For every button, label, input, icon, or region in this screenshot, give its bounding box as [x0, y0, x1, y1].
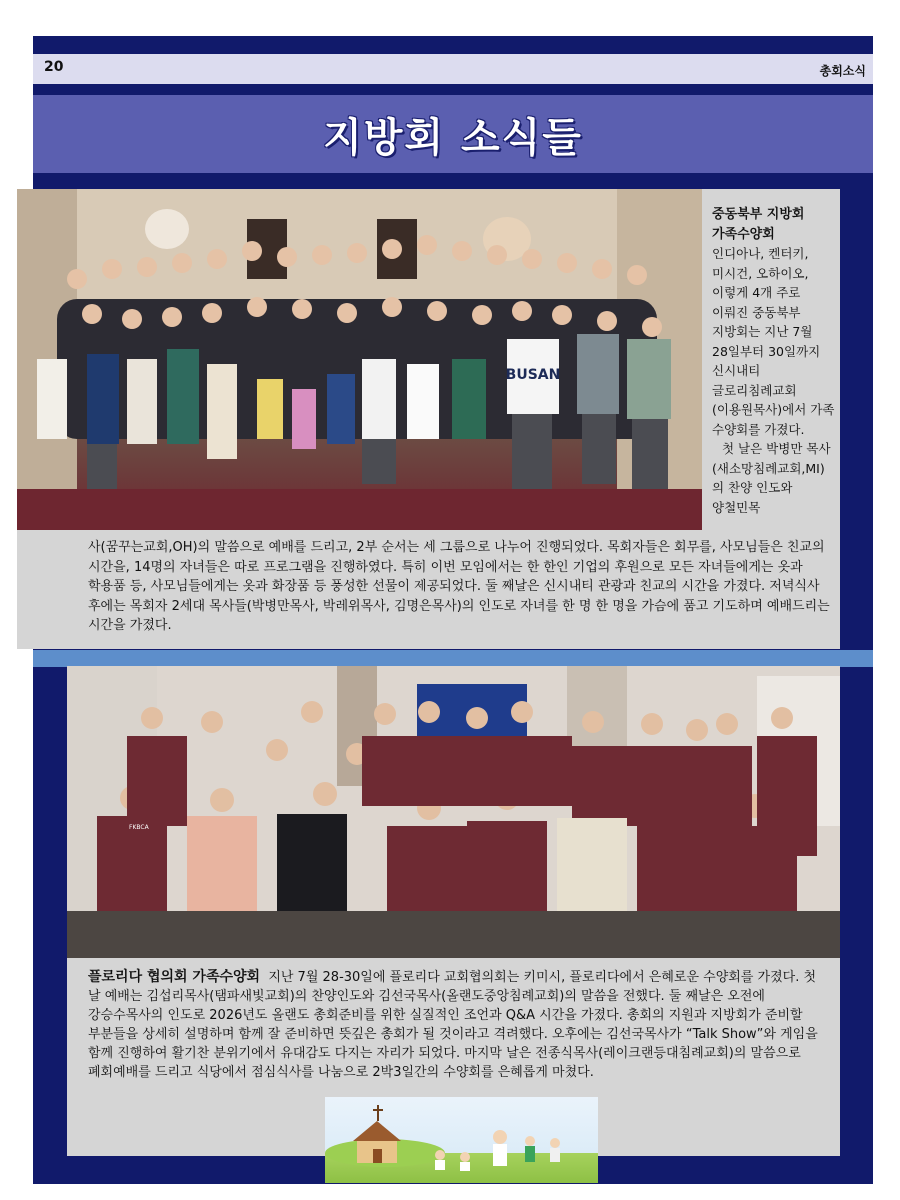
story2-group-photo	[67, 666, 840, 958]
busan-shirt-text: BUSAN	[505, 367, 561, 383]
story2-text	[88, 968, 828, 1082]
section-divider	[33, 650, 873, 667]
page-number: 20	[44, 59, 64, 75]
church-clipart	[325, 1097, 598, 1183]
story2-heading: 플로리다 협의회 가족수양회	[88, 969, 261, 985]
story1-heading: 중동북부 지방회 가족수양회	[712, 207, 805, 242]
story1-sidebar-body: 인디아나, 켄터키, 미시건, 오하이오, 이렇게 4개 주로 이뤄진 중동북부 지방회는 지난 7월 28일부터 30일까지 신시내티 글로리침례교회(이용원목사)에서 가족 수양회를 가졌다.	[712, 246, 835, 437]
church-illustration	[325, 1097, 598, 1183]
section-tag: 총회소식	[819, 64, 866, 78]
story1-sidebar-body2: 첫 날은 박병만 목사(새소망침례교회,MI)의 찬양 인도와 양철민목	[712, 441, 831, 515]
header-bar	[33, 54, 873, 84]
page-title: 지방회 소식들	[323, 114, 583, 161]
story1-sidebar-text	[712, 205, 836, 517]
story1-body: 사(꿈꾸는교회,OH)의 말씀으로 예배를 드리고, 2부 순서는 세 그룹으로 나누어 진행되었다. 목회자들은 회무를, 사모님들은 친교의 시간을, 14명의 자녀들은 따로 프로그램을 진행하였다. 특히 이번 모임에서는 한 한인 기업의 후원으로 모든 자녀들에게는 옷과 학용품 등, 사모님들에게는 옷과 화장품 등 풍성한 선물이 제공되었다. 둘 째날은 신시내티 관광과 친교의 시간을 가졌다. 저녁식사 후에는 목회자 2세대 목사들(박병만목사, 박레위목사, 김명은목사)의 인도로 자녀를 한 명 한 명을 가슴에 품고 기도하며 예배드리는 시간을 가졌다.	[88, 540, 830, 633]
story1-group-photo	[17, 189, 702, 530]
fkbca-shirt-text: FKBCA	[129, 824, 149, 831]
story1-photo-illustration	[17, 189, 702, 530]
story2-body: 지난 7월 28-30일에 플로리다 교회협의회는 키미시, 플로리다에서 은혜로운 수양회를 가졌다. 첫 날 예배는 김섭리목사(탬파새빛교회)의 찬양인도와 김선국목사(올랜도중앙침례교회)의 말씀을 전했다. 둘 째날은 오전에 강승수목사의 인도로 2026년도 올랜도 총회준비를 위한 실질적인 조언과 Q&A 시간을 가졌다. 총회의 지원과 지방회가 준비할 부분들을 상세히 설명하며 함께 잘 준비하면 뜻깊은 총회가 될 것이라고 격려했다. 오후에는 김선국목사가 “Talk Show”와 게임을 함께 진행하여 활기찬 분위기에서 유대감도 다지는 자리가 되었다. 마지막 날은 전종식목사(레이크랜등대침례교회)의 말씀으로 폐회예배를 드리고 식당에서 점심식사를 나눔으로 2박3일간의 수양회를 은혜롭게 마쳤다.	[88, 970, 818, 1080]
title-band	[33, 95, 873, 173]
story2-photo-illustration	[67, 666, 840, 958]
